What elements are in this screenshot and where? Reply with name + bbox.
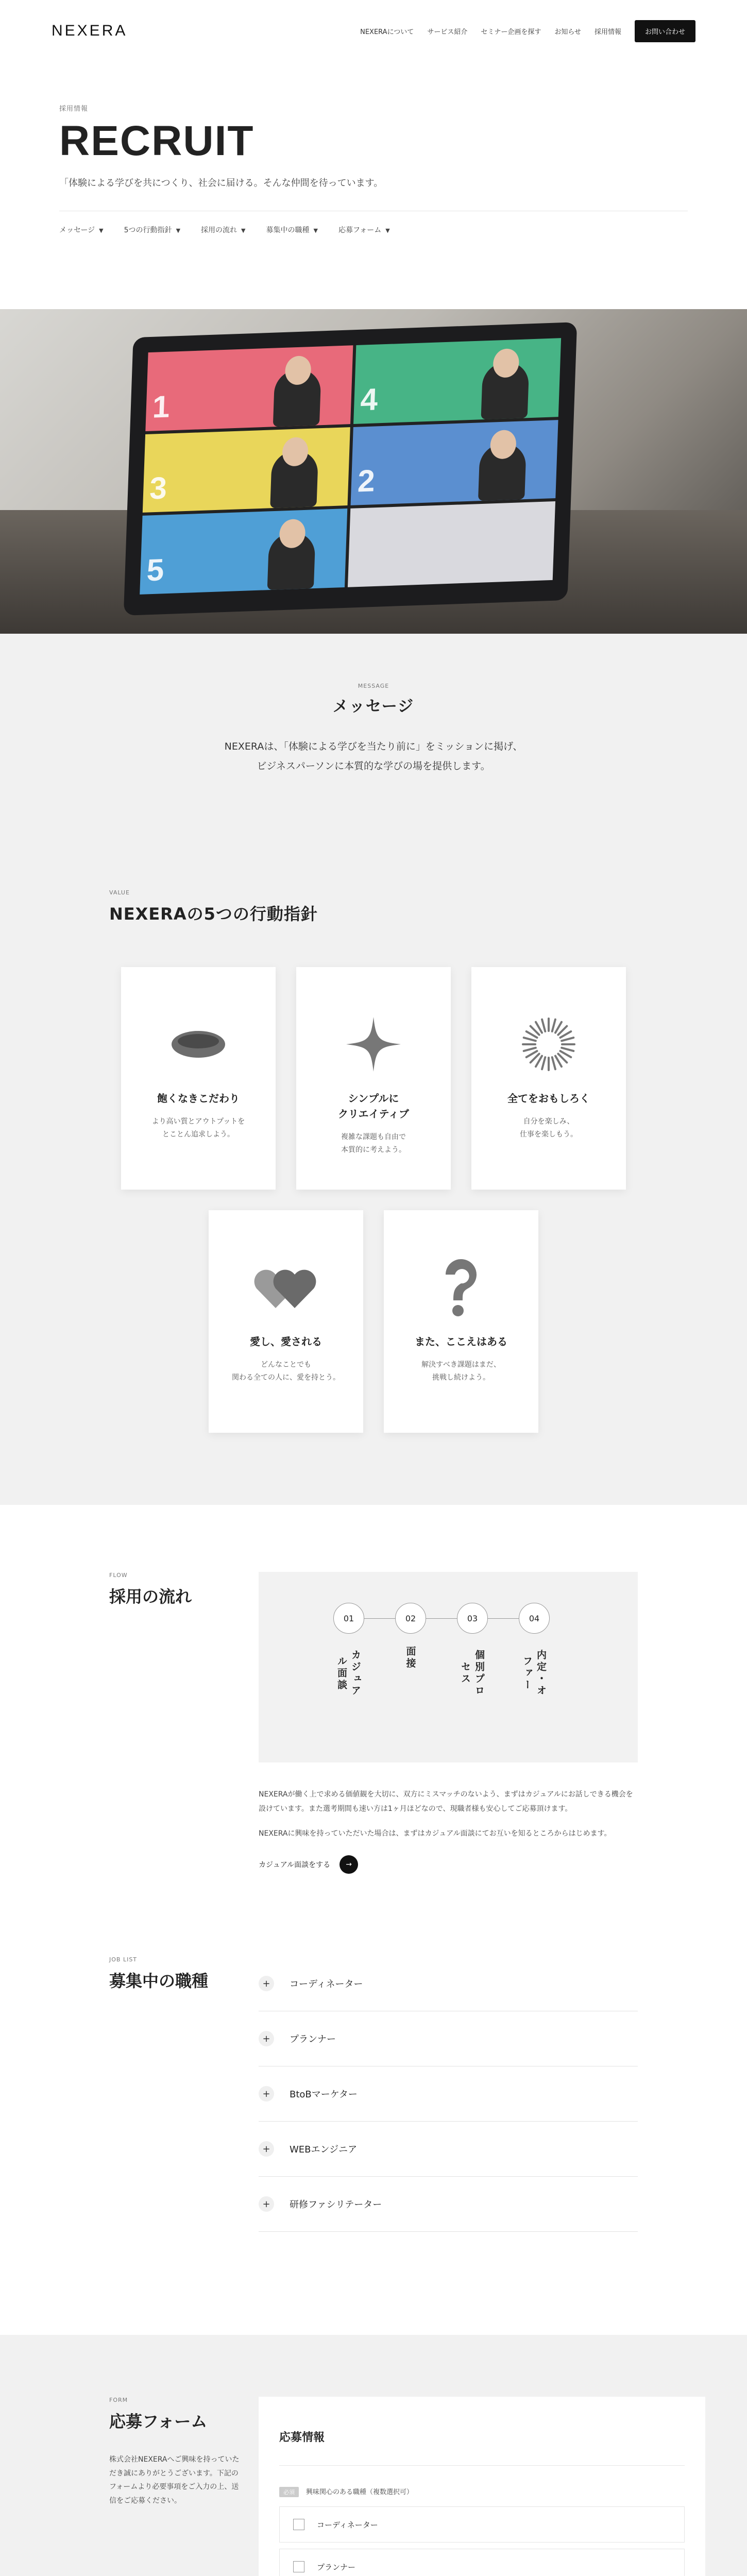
- video-call-screen: [140, 338, 561, 595]
- anchor-flow[interactable]: 採用の流れ ▼: [201, 226, 246, 235]
- job-item[interactable]: + プランナー: [259, 2011, 638, 2066]
- anchor-form[interactable]: 応募フォーム ▼: [338, 226, 390, 235]
- value-card-desc: どんなことでも 関わる全ての人に、愛を持とう。: [232, 1361, 340, 1382]
- value-card: [471, 967, 626, 1190]
- value-card-title: また、ここえはある: [415, 1335, 507, 1348]
- plus-icon: +: [259, 2086, 274, 2102]
- value-eyebrow: VALUE: [109, 889, 130, 896]
- message-title: メッセージ: [332, 698, 415, 716]
- nav-seminar[interactable]: セミナー企画を探す: [481, 28, 541, 36]
- value-card-desc: 解決すべき課題はまだ、 挑戦し続けよう。: [421, 1361, 501, 1382]
- sunburst-icon: [471, 1013, 626, 1075]
- plus-icon: +: [259, 2196, 274, 2212]
- form-title: 応募フォーム: [109, 2412, 208, 2431]
- job-item[interactable]: + WEBエンジニア: [259, 2122, 638, 2177]
- value-title: NEXERAの5つの行動指針: [109, 904, 318, 924]
- message-text: NEXERAは、「体験による学びを当たり前に」をミッションに掲げ、 ビジネスパーソンに本質的な学びの場を提供します。: [224, 741, 523, 772]
- jobs-section: [0, 1874, 747, 2335]
- page-title: RECRUIT: [59, 117, 254, 164]
- message-eyebrow: MESSAGE: [358, 683, 389, 689]
- arrow-down-icon: ▼: [385, 227, 390, 234]
- arrow-down-icon: ▼: [99, 227, 104, 234]
- hero-eyebrow: 採用情報: [59, 105, 89, 113]
- job-checkbox[interactable]: コーディネーター: [279, 2506, 685, 2543]
- arrow-down-icon: ▼: [176, 227, 181, 234]
- logo[interactable]: NEXERA: [52, 22, 128, 39]
- anchor-jobs[interactable]: 募集中の職種 ▼: [266, 226, 318, 235]
- value-section: [0, 843, 747, 1505]
- value-card-title: シンプルに クリエイティブ: [338, 1092, 409, 1120]
- plus-icon: +: [259, 2141, 274, 2157]
- value-card-title: 全てをおもしろく: [507, 1092, 590, 1105]
- hero-photo: [0, 309, 747, 634]
- video-tile: 3: [143, 427, 350, 513]
- hero: [0, 62, 747, 309]
- form-section: [0, 2335, 747, 2576]
- job-item[interactable]: + BtoBマーケター: [259, 2066, 638, 2122]
- value-card-desc: より高い質とアウトプットを とことん追求しよう。: [151, 1117, 245, 1139]
- hearts-icon: [209, 1257, 363, 1318]
- value-card-desc: 自分を楽しみ、 仕事を楽しもう。: [520, 1117, 578, 1139]
- flow-step: 03 個別プロセス: [457, 1603, 488, 1670]
- flow-step: 02 面接: [395, 1603, 426, 1670]
- flow-title: 採用の流れ: [109, 1587, 192, 1606]
- nav-news[interactable]: お知らせ: [554, 28, 581, 36]
- value-card-title: 飽くなきこだわり: [157, 1092, 240, 1105]
- anchor-message[interactable]: メッセージ ▼: [59, 226, 104, 235]
- arrow-down-icon: ▼: [241, 227, 246, 234]
- anchor-value[interactable]: 5つの行動指針 ▼: [124, 226, 181, 235]
- nav-about[interactable]: NEXERAについて: [360, 28, 414, 36]
- hero-lead: 「体験による学びを共につくり、社会に届ける。そんな仲間を待っています。: [59, 178, 383, 189]
- form-card-title: 応募情報: [279, 2429, 685, 2466]
- plus-icon: +: [259, 2031, 274, 2046]
- casual-interview-link[interactable]: カジュアル面談をする →: [259, 1855, 358, 1874]
- value-cards: [108, 967, 639, 1433]
- video-tile: 2: [351, 420, 558, 505]
- laptop: [124, 322, 577, 616]
- checkbox[interactable]: [293, 2519, 304, 2530]
- value-card-desc: 複雑な課題も自由で 本質的に考えよう。: [341, 1133, 406, 1155]
- contact-button[interactable]: お問い合わせ: [635, 20, 695, 42]
- plus-icon: +: [259, 1976, 274, 1991]
- nav-recruit[interactable]: 採用情報: [594, 28, 621, 36]
- value-card: [209, 1210, 363, 1433]
- flow-step: 01 カジュアル面談: [333, 1603, 364, 1670]
- job-checkbox[interactable]: プランナー: [279, 2549, 685, 2576]
- sparkle-icon: [296, 1013, 451, 1075]
- value-card-title: 愛し、愛される: [250, 1335, 322, 1348]
- video-tile: 1: [145, 345, 353, 431]
- flow-text: NEXERAに興味を持っていただいた場合は、まずはカジュアル面談にてお互いを知るところからはじめます。: [259, 1829, 612, 1838]
- form-intro: 株式会社NEXERAへご興味を持っていただき誠にありがとうございます。下記のフォームより必要事項をご入力の上、送信をご応募ください。: [109, 2455, 240, 2505]
- value-card: [296, 967, 451, 1190]
- site-header: [0, 0, 747, 62]
- job-item[interactable]: + コーディネーター: [259, 1956, 638, 2011]
- jobs-eyebrow: JOB LIST: [109, 1956, 138, 1963]
- flow-eyebrow: FLOW: [109, 1572, 128, 1579]
- message-section: [0, 634, 747, 843]
- bowl-icon: [121, 1013, 276, 1075]
- video-tile: 5: [140, 509, 347, 594]
- video-tile: [348, 501, 555, 587]
- application-form: [259, 2397, 705, 2576]
- flow-text: NEXERAが働く上で求める価値観を大切に、双方にミスマッチのないよう、まずはカジュアルにお話しできる機会を設けています。また選考期間も速い方は1ヶ月ほどなので、現職者様も安心してご応募頂けます。: [259, 1790, 633, 1813]
- job-item[interactable]: + 研修ファシリテーター: [259, 2177, 638, 2232]
- arrow-down-icon: ▼: [313, 227, 318, 234]
- nav-service[interactable]: サービス紹介: [427, 28, 468, 36]
- value-card: [384, 1210, 538, 1433]
- video-tile: 4: [353, 338, 561, 423]
- checkbox[interactable]: [293, 2561, 304, 2572]
- jobs-title: 募集中の職種: [109, 1971, 209, 1991]
- value-card: [121, 967, 276, 1190]
- anchor-nav: [59, 225, 688, 235]
- job-list: [259, 1956, 638, 2232]
- required-badge: 必須: [279, 2487, 299, 2497]
- question-icon: [384, 1257, 538, 1318]
- arrow-right-icon: →: [339, 1855, 358, 1874]
- flow-section: [0, 1505, 747, 1874]
- form-eyebrow: FORM: [109, 2397, 128, 2403]
- main-nav: [360, 20, 695, 42]
- flow-step: 04 内定・オファー: [519, 1603, 550, 1670]
- flow-diagram: [259, 1572, 638, 1762]
- job-field-label: 必須 興味関心のある職種（複数選択可）: [279, 2486, 685, 2497]
